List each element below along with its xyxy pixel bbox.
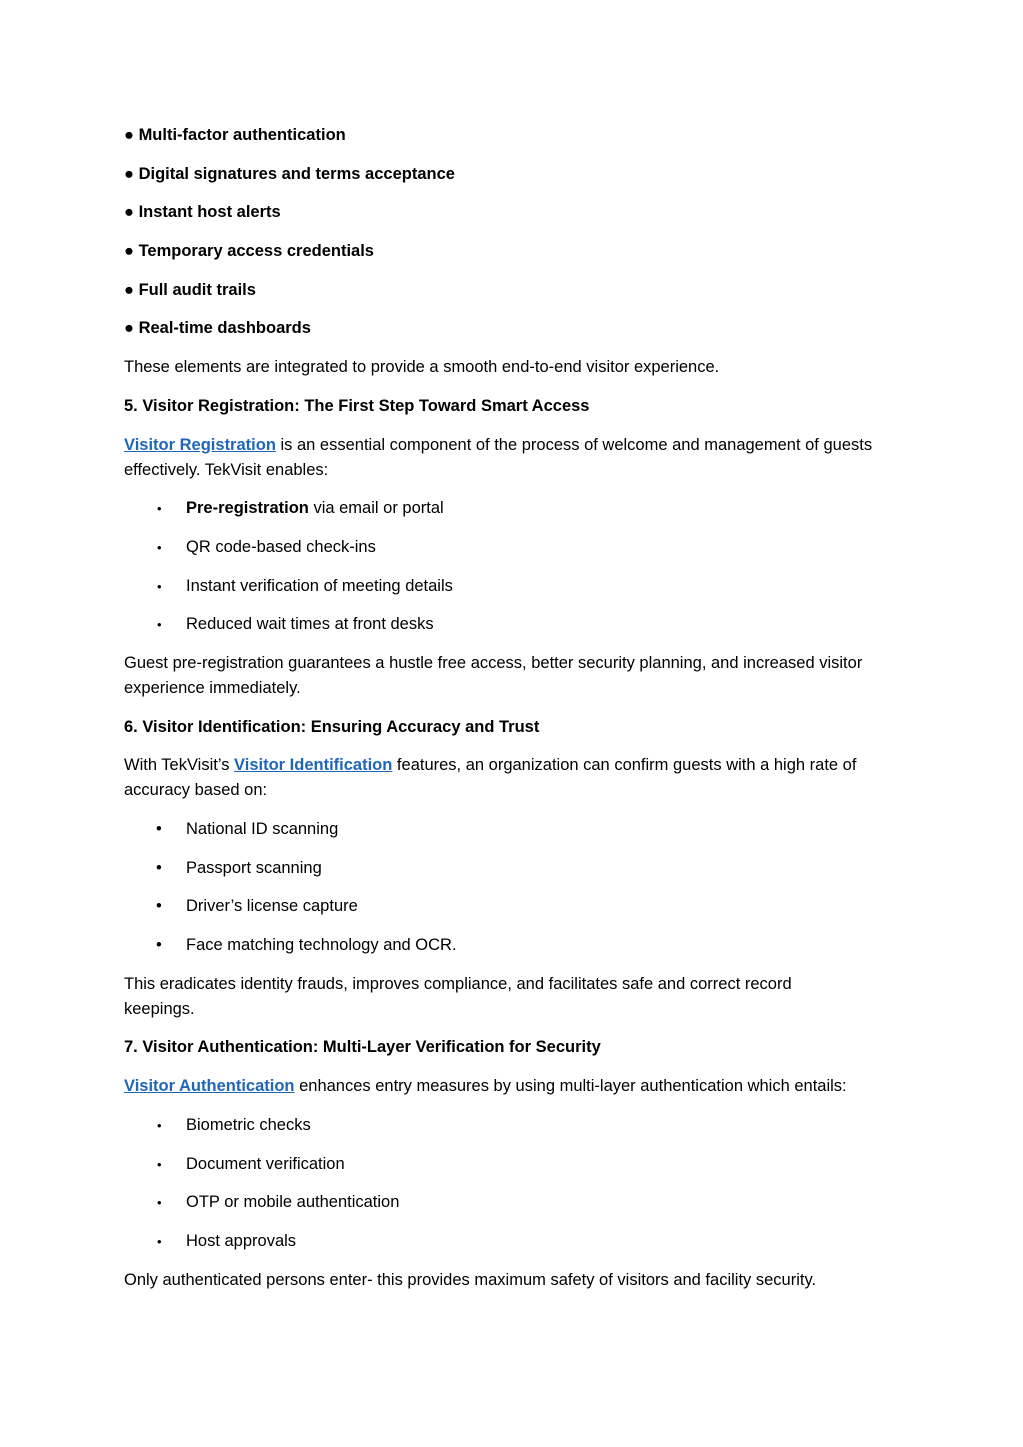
bullet-marker: ● xyxy=(124,280,134,299)
bullet-marker: • xyxy=(156,897,162,916)
section-5-intro-text: is an essential component of the process of welcome and management of guests xyxy=(275,435,873,454)
section-7-intro xyxy=(124,1074,914,1099)
bullet-marker: • xyxy=(156,936,162,955)
bullet-marker: • xyxy=(156,820,162,838)
bullet-marker: ● xyxy=(124,203,134,222)
feature-bullet xyxy=(124,316,914,341)
list-item xyxy=(124,933,914,958)
list-item xyxy=(124,574,914,599)
list-item-text: Biometric checks xyxy=(186,1115,311,1134)
feature-bullet xyxy=(124,123,914,148)
list-item-text: Reduced wait times at front desks xyxy=(186,615,434,634)
bullet-marker: ● xyxy=(124,242,134,261)
list-item xyxy=(124,894,914,919)
section-6-intro xyxy=(124,753,914,803)
visitor-authentication-link[interactable]: Visitor Authentication xyxy=(124,1077,295,1096)
bullet-marker: • xyxy=(157,1233,162,1249)
list-item-text: Face matching technology and OCR. xyxy=(186,936,457,955)
list-item-text: QR code-based check-ins xyxy=(186,537,376,556)
feature-bullet-text: Full audit trails xyxy=(138,280,256,299)
bullet-marker: • xyxy=(157,617,162,633)
list-item-text: Passport scanning xyxy=(186,858,322,877)
section-5-closing xyxy=(124,651,914,701)
list-item xyxy=(124,612,914,637)
bullet-marker: • xyxy=(157,539,162,555)
bullet-marker: ● xyxy=(124,126,134,144)
feature-bullet xyxy=(124,200,914,225)
feature-bullet-text: Temporary access credentials xyxy=(138,242,374,261)
list-item-text: OTP or mobile authentication xyxy=(186,1193,400,1212)
list-item-text: National ID scanning xyxy=(186,820,339,838)
list-item-text: via email or portal xyxy=(308,499,444,518)
list-item xyxy=(124,817,914,842)
list-item xyxy=(124,535,914,560)
bullet-marker: • xyxy=(157,1117,162,1133)
section-5-closing-text-2: experience immediately. xyxy=(124,678,301,697)
list-item-text: Document verification xyxy=(186,1154,345,1173)
bullet-marker: • xyxy=(157,578,162,594)
list-item-bold: Pre-registration xyxy=(186,499,309,518)
feature-bullet xyxy=(124,239,914,264)
section-6-intro-text: features, an organization can confirm guests with a high rate of xyxy=(392,756,857,775)
list-item-text: Instant verification of meeting details xyxy=(186,576,453,595)
document-page xyxy=(124,123,914,1306)
feature-bullet xyxy=(124,162,914,187)
section-6-heading: 6. Visitor Identification: Ensuring Accuracy and Trust xyxy=(124,717,540,736)
section-6-intro-prefix: With TekVisit’s xyxy=(124,756,235,775)
list-item-text: Driver’s license capture xyxy=(186,897,358,916)
feature-bullet-text: Instant host alerts xyxy=(138,203,281,222)
bullet-marker: • xyxy=(157,1156,162,1172)
section-5-heading: 5. Visitor Registration: The First Step Toward Smart Access xyxy=(124,396,590,415)
feature-summary: These elements are integrated to provide a smooth end-to-end visitor experience. xyxy=(124,358,720,377)
section-5-closing-text: Guest pre-registration guarantees a hustle free access, better security planning, and increased visitor xyxy=(124,653,863,672)
visitor-registration-link[interactable]: Visitor Registration xyxy=(124,435,276,454)
list-item xyxy=(124,1113,914,1138)
section-6-closing-text: This eradicates identity frauds, improves compliance, and facilitates safe and correct record xyxy=(124,974,792,993)
list-item xyxy=(124,1229,914,1254)
feature-bullet-text: Multi-factor authentication xyxy=(138,126,346,144)
bullet-marker: ● xyxy=(124,319,134,338)
list-item xyxy=(124,856,914,881)
list-item-text: Host approvals xyxy=(186,1231,297,1250)
feature-bullet-text: Real-time dashboards xyxy=(138,319,311,338)
bullet-marker: • xyxy=(157,501,162,517)
section-5-intro xyxy=(124,433,914,483)
section-6-closing-text-2: keepings. xyxy=(124,999,195,1018)
section-7-heading: 7. Visitor Authentication: Multi-Layer Verification for Security xyxy=(124,1038,601,1057)
feature-bullet xyxy=(124,278,914,303)
list-item xyxy=(124,1190,914,1215)
list-item xyxy=(124,496,914,521)
section-7-intro-text: enhances entry measures by using multi-layer authentication which entails: xyxy=(294,1077,847,1096)
bullet-marker: • xyxy=(157,1195,162,1211)
list-item xyxy=(124,1152,914,1177)
feature-bullet-text: Digital signatures and terms acceptance xyxy=(138,164,455,183)
section-5-intro-text-2: effectively. TekVisit enables: xyxy=(124,460,329,479)
section-6-intro-text-2: accuracy based on: xyxy=(124,781,268,800)
section-7-closing: Only authenticated persons enter- this provides maximum safety of visitors and facility security. xyxy=(124,1270,817,1289)
bullet-marker: ● xyxy=(124,164,134,183)
visitor-identification-link[interactable]: Visitor Identification xyxy=(234,756,393,775)
bullet-marker: • xyxy=(156,858,162,877)
section-6-closing xyxy=(124,972,914,1022)
